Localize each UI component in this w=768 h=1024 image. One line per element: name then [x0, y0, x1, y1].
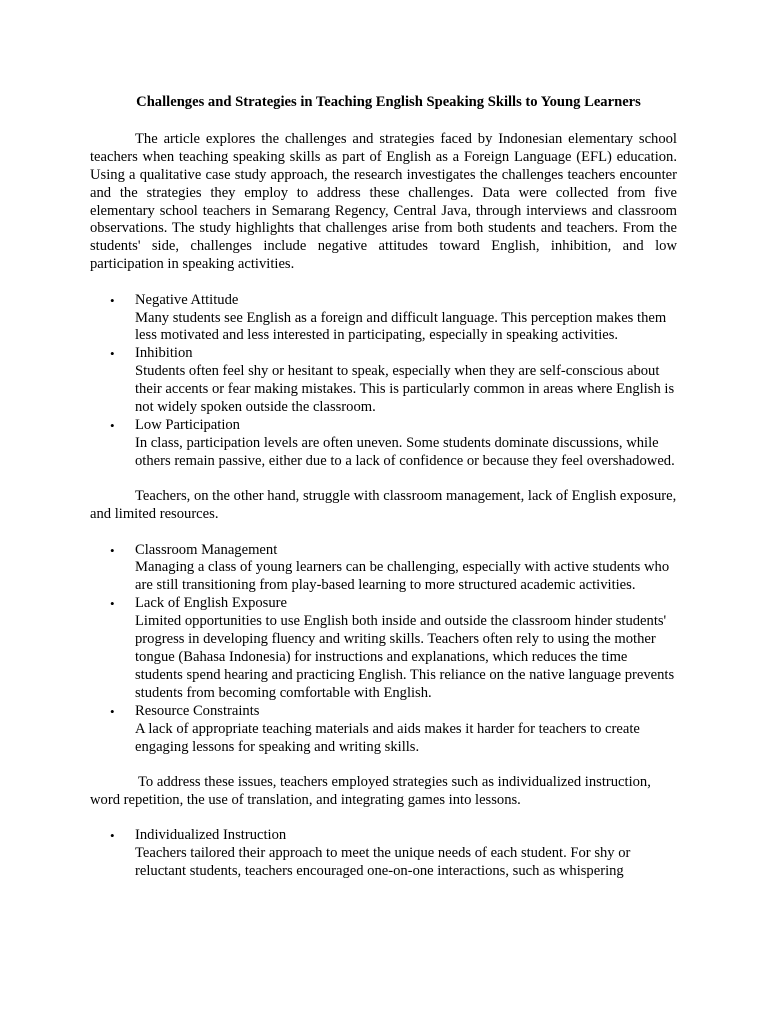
bullet-icon: •: [110, 828, 115, 844]
list-item-title: Individualized Instruction: [135, 827, 287, 844]
list-item-text: In class, participation levels are often uneven. Some students dominate discussions, while others remain passive, either due to a lack of confidence or because they feel overshadowed.: [135, 434, 675, 469]
teacher-challenges-paragraph: Teachers, on the other hand, struggle with classroom management, lack of English exposure, and limited resources.: [90, 488, 677, 523]
bullet-icon: •: [110, 542, 115, 558]
list-item-text: Managing a class of young learners can be challenging, especially with active students who are still transitioning from play-based learning to more structured academic activities.: [135, 559, 670, 594]
document-page: [90, 94, 677, 881]
bullet-icon: •: [110, 346, 115, 362]
intro-paragraph: The article explores the challenges and strategies faced by Indonesian elementary school teachers when teaching speaking skills as part of English as a Foreign Language (EFL) education. Using a qualitative case study approach, the research investigates the challenges teachers encounter and the strategies they employ to address these challenges. Data were collected from five elementary school teachers in Semarang Regency, Central Java, through interviews and classroom observations. The study highlights that challenges arise from both students and teachers. From the students' side, challenges include negative attitudes toward English, inhibition, and low participation in speaking activities.: [90, 130, 677, 273]
list-item-resource-constraints: [90, 703, 677, 757]
list-item-classroom-management: [90, 542, 677, 596]
list-item-text: Many students see English as a foreign and difficult language. This perception makes them less motivated and less interested in participating, especially in speaking activities.: [135, 309, 667, 344]
list-item-text: A lack of appropriate teaching materials and aids makes it harder for teachers to create engaging lessons for speaking and writing skills.: [135, 720, 640, 755]
list-item-individualized-instruction: [90, 827, 677, 881]
strategies-list: [90, 827, 677, 881]
bullet-icon: •: [110, 596, 115, 612]
list-item-title: Inhibition: [135, 345, 193, 362]
list-item-text: Teachers tailored their approach to meet the unique needs of each student. For shy or reluctant students, teachers encouraged one-on-one interactions, such as whispering: [135, 845, 631, 880]
list-item-title: Negative Attitude: [135, 291, 239, 308]
list-item-text: Limited opportunities to use English both inside and outside the classroom hinder students' progress in developing fluency and writing skills. Teachers often rely to using the mother tongue (Bahasa Indonesia) for instructions and explanations, which reduces the time students spend hearing and practicing English. This reliance on the native language prevents students from becoming comfortable with English.: [135, 613, 675, 701]
teacher-challenges-list: [90, 542, 677, 757]
list-item-title: Lack of English Exposure: [135, 595, 287, 612]
list-item-title: Resource Constraints: [135, 702, 260, 719]
list-item-title: Classroom Management: [135, 541, 278, 558]
list-item-text: Students often feel shy or hesitant to speak, especially when they are self-conscious about their accents or fear making mistakes. This is particularly common in areas where English is not widely spoken outside the classroom.: [135, 363, 675, 416]
student-challenges-list: [90, 292, 677, 471]
bullet-icon: •: [110, 703, 115, 719]
list-item-lack-of-english-exposure: [90, 595, 677, 702]
list-item-inhibition: [90, 345, 677, 417]
bullet-icon: •: [110, 292, 115, 308]
list-item-negative-attitude: [90, 292, 677, 346]
list-item-title: Low Participation: [135, 417, 240, 433]
document-title: Challenges and Strategies in Teaching English Speaking Skills to Young Learners: [136, 94, 641, 110]
strategies-paragraph: To address these issues, teachers employed strategies such as individualized instruction, word repetition, the use of translation, and integrating games into lessons.: [90, 773, 651, 808]
list-item-low-participation: [90, 417, 677, 471]
bullet-icon: •: [110, 418, 115, 433]
